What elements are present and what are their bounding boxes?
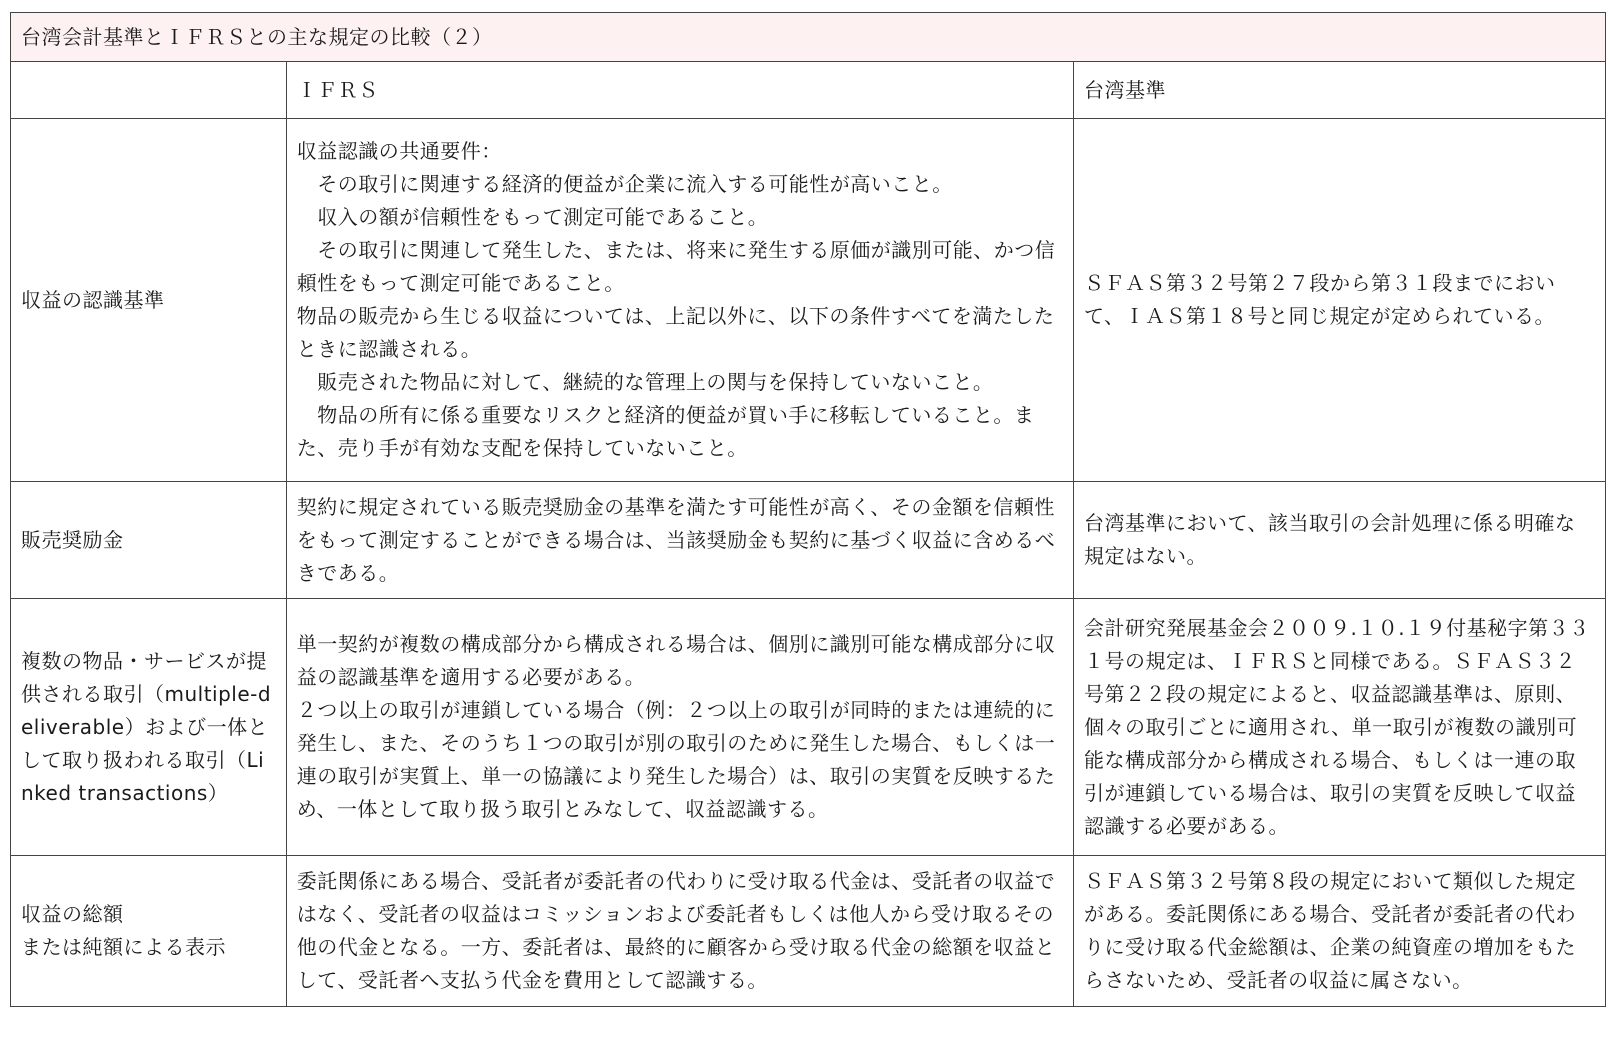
ifrs-cell: 契約に規定されている販売奨励金の基準を満たす可能性が高く、その金額を信頼性をもって測定することができる場合は、当該奨励金も契約に基づく収益に含めるべきである。 <box>286 482 1073 599</box>
taiwan-cell: ＳＦＡＳ第３２号第８段の規定において類似した規定がある。委託関係にある場合、受託者が委託者の代わりに受け取る代金総額は、企業の純資産の増加をもたらさないため、受託者の収益に属さない。 <box>1073 856 1605 1007</box>
header-taiwan: 台湾基準 <box>1073 62 1605 119</box>
title-row <box>11 13 1606 62</box>
row-label: 販売奨励金 <box>11 482 287 599</box>
comparison-table <box>10 12 1606 1007</box>
header-blank-cell <box>11 62 287 119</box>
ifrs-cell: 委託関係にある場合、受託者が委託者の代わりに受け取る代金は、受託者の収益ではなく、受託者の収益はコミッションおよび委託者もしくは他人から受け取るその他の代金となる。一方、委託者は、最終的に顧客から受け取る代金の総額を収益として、受託者へ支払う代金を費用として認識する。 <box>286 856 1073 1007</box>
taiwan-cell: 台湾基準において、該当取引の会計処理に係る明確な規定はない。 <box>1073 482 1605 599</box>
table-row <box>11 482 1606 599</box>
table-row <box>11 119 1606 482</box>
ifrs-cell: 収益認識の共通要件： その取引に関連する経済的便益が企業に流入する可能性が高いこと。 収入の額が信頼性をもって測定可能であること。 その取引に関連して発生した、または、将来に発生する原価が識別可能、かつ信頼性をもって測定可能であること。 物品の販売から生じる収益については、上記以外に、以下の条件すべてを満たしたときに認識される。 販売された物品に対して、継続的な管理上の関与を保持していないこと。 物品の所有に係る重要なリスクと経済的便益が買い手に移転していること。また、売り手が有効な支配を保持していないこと。 <box>286 119 1073 482</box>
table-row <box>11 599 1606 856</box>
row-label: 複数の物品・サービスが提供される取引（multiple-deliverable）および一体として取り扱われる取引（Linked transactions） <box>11 599 287 856</box>
row-label: 収益の総額 または純額による表示 <box>11 856 287 1007</box>
row-label: 収益の認識基準 <box>11 119 287 482</box>
table-title: 台湾会計基準とＩＦＲＳとの主な規定の比較（２） <box>11 13 1606 62</box>
ifrs-cell: 単一契約が複数の構成部分から構成される場合は、個別に識別可能な構成部分に収益の認識基準を適用する必要がある。 ２つ以上の取引が連鎖している場合（例：２つ以上の取引が同時的または連続的に発生し、また、そのうち１つの取引が別の取引のために発生した場合、もしくは一連の取引が実質上、単一の協議により発生した場合）は、取引の実質を反映するため、一体として取り扱う取引とみなして、収益認識する。 <box>286 599 1073 856</box>
header-ifrs: ＩＦＲＳ <box>286 62 1073 119</box>
table-row <box>11 856 1606 1007</box>
taiwan-cell: ＳＦＡＳ第３２号第２７段から第３１段までにおいて、ＩＡＳ第１８号と同じ規定が定められている。 <box>1073 119 1605 482</box>
header-row <box>11 62 1606 119</box>
taiwan-cell: 会計研究発展基金会２００９.１０.１９付基秘字第３３１号の規定は、ＩＦＲＳと同様である。ＳＦＡＳ３２号第２２段の規定によると、収益認識基準は、原則、個々の取引ごとに適用され、単一取引が複数の識別可能な構成部分から構成される場合、もしくは一連の取引が連鎖している場合は、取引の実質を反映して収益認識する必要がある。 <box>1073 599 1605 856</box>
